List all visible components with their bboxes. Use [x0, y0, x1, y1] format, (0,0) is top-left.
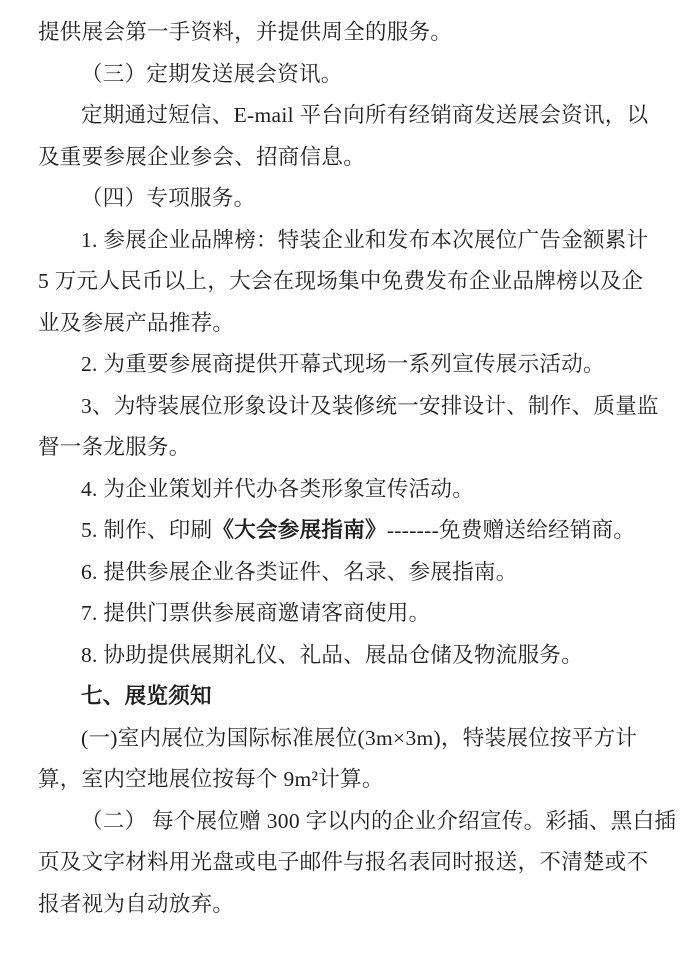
text-line: 定期通过短信、E-mail 平台向所有经销商发送展会资讯，以	[81, 103, 649, 127]
text-line: 8. 协助提供展期礼仪、礼品、展品仓储及物流服务。	[81, 642, 584, 667]
text-line: 页及文字材料用光盘或电子邮件与报名表同时报送，不清楚或不	[38, 850, 649, 874]
text-line: (一)室内展位为国际标准展位(3m×3m)，特装展位按平方计	[81, 725, 638, 750]
text-line: 3、为特装展位形象设计及装修统一安排设计、制作、质量监	[81, 393, 659, 418]
book-title-bold: 《大会参展指南》	[212, 518, 387, 542]
text-line: 7. 提供门票供参展商邀请客商使用。	[81, 601, 431, 625]
text-segment: 5. 制作、印刷	[81, 518, 213, 542]
text-line: 2. 为重要参展商提供开幕式现场一系列宣传展示活动。	[81, 352, 605, 376]
text-line: 提供展会第一手资料，并提供周全的服务。	[38, 20, 453, 44]
text-line: 业及参展产品推荐。	[38, 310, 235, 335]
text-line: （四）专项服务。	[81, 186, 256, 210]
text-line: 6. 提供参展企业各类证件、名录、参展指南。	[81, 559, 518, 584]
text-line: 1. 参展企业品牌榜：特装企业和发布本次展位广告金额累计	[81, 227, 649, 252]
text-line: 5 万元人民币以上，大会在现场集中免费发布企业品牌榜以及企	[38, 269, 644, 293]
text-segment: -------免费赠送给经销商。	[386, 518, 636, 542]
text-line: 督一条龙服务。	[38, 435, 191, 459]
text-line: 报者视为自动放弃。	[38, 891, 235, 916]
text-line: 及重要参展企业参会、招商信息。	[38, 144, 366, 169]
text-line: （三）定期发送展会资讯。	[81, 61, 343, 86]
text-line	[38, 510, 652, 552]
text-line: 4. 为企业策划并代办各类形象宣传活动。	[81, 476, 475, 501]
text-line: （二） 每个展位赠 300 字以内的企业介绍宣传。彩插、黑白插	[81, 808, 677, 833]
text-line: 算，室内空地展位按每个 9m²计算。	[38, 767, 384, 791]
section-heading-line: 七、展览须知	[81, 684, 212, 708]
